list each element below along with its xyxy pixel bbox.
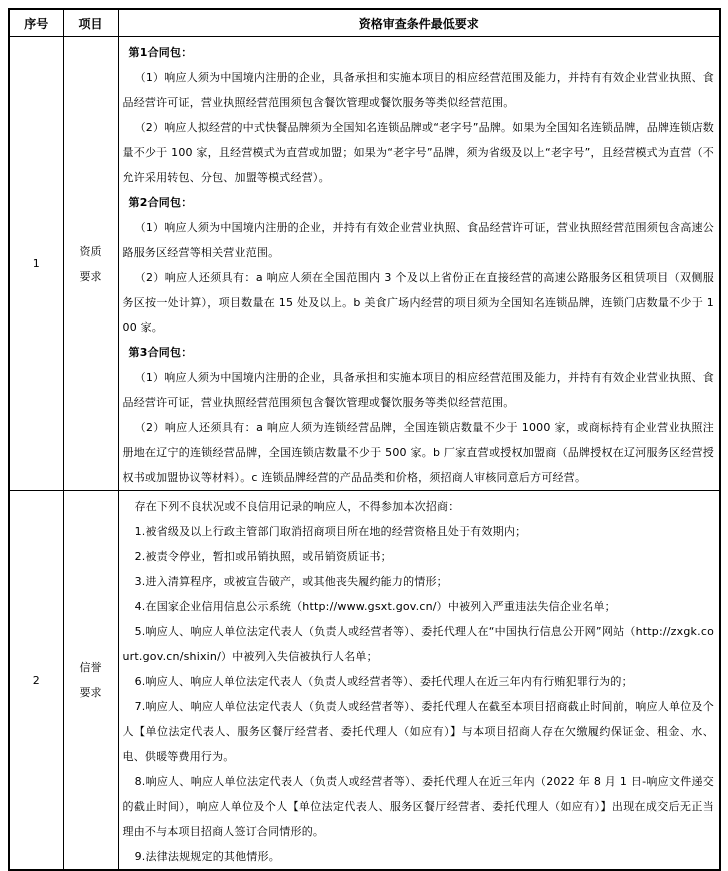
item-label: 信誉要求 <box>79 661 102 699</box>
table-row <box>9 491 720 871</box>
header-cell-requirements: 资格审查条件最低要求 <box>118 9 720 37</box>
table-row <box>9 37 720 491</box>
item-cell <box>63 37 118 491</box>
requirement-paragraph: 8.响应人、响应人单位法定代表人（负责人或经营者等）、委托代理人在近三年内（2022 年 8 月 1 日-响应文件递交的截止时间），响应人单位及个人【单位法定代表人、服务区餐厅经营者、委托代理人（如应有）】出现在成交后无正当理由不与本项目招商人签订合同情形的。 <box>122 775 714 838</box>
requirement-paragraph: （2）响应人拟经营的中式快餐品牌须为全国知名连锁品牌或“老字号”品牌。如果为全国知名连锁品牌，品牌连锁店数量不少于 100 家，且经营模式为直营或加盟；如果为“老字号”品牌，须为省级及以上“老字号”，且经营模式为直营（不允许采用转包、分包、加盟等模式经营）。 <box>122 121 714 184</box>
requirement-paragraph: 1.被省级及以上行政主管部门取消招商项目所在地的经营资格且处于有效期内； <box>134 525 527 538</box>
row-number-cell <box>9 491 63 871</box>
header-row <box>9 9 720 37</box>
row-number-cell <box>9 37 63 491</box>
row-number: 1 <box>32 257 40 270</box>
requirement-paragraph: 9.法律法规规定的其他情形。 <box>134 850 280 863</box>
requirements-cell <box>118 491 720 871</box>
qualification-requirements-table <box>8 8 721 871</box>
requirement-paragraph: （2）响应人还须具有：a 响应人须为连锁经营品牌，全国连锁店数量不少于 1000 家，或商标持有企业营业执照注册地在辽宁的连锁经营品牌，全国连锁店数量不少于 500 家。b 厂家直营或授权加盟商（品牌授权在辽河服务区经营授权书或加盟协议等材料）。c 连锁品牌经营的产品品类和价格，须招商人审核同意后方可经营。 <box>122 421 714 484</box>
requirement-paragraph: 5.响应人、响应人单位法定代表人（负责人或经营者等）、委托代理人在“中国执行信息公开网”网站（http://zxgk.court.gov.cn/shixin/）中被列入失信被执行人名单； <box>122 625 714 663</box>
header-cell-item: 项目 <box>63 9 118 37</box>
requirement-paragraph: 3.进入清算程序，或被宣告破产，或其他丧失履约能力的情形； <box>134 575 448 588</box>
requirement-paragraph: （1）响应人须为中国境内注册的企业，并持有有效企业营业执照、食品经营许可证，营业执照经营范围须包含高速公路服务区经营等相关营业范围。 <box>122 221 714 259</box>
requirement-paragraph: 4.在国家企业信用信息公示系统（http://www.gsxt.gov.cn/）中被列入严重违法失信企业名单； <box>134 600 616 613</box>
requirements-cell <box>118 37 720 491</box>
contract-package-heading: 第3合同包： <box>128 346 193 359</box>
row-number: 2 <box>32 673 40 687</box>
item-cell <box>63 491 118 871</box>
requirement-paragraph: 6.响应人、响应人单位法定代表人（负责人或经营者等）、委托代理人在近三年内有行贿犯罪行为的； <box>134 675 633 688</box>
requirement-paragraph: 7.响应人、响应人单位法定代表人（负责人或经营者等）、委托代理人在截至本项目招商截止时间前，响应人单位及个人【单位法定代表人、服务区餐厅经营者、委托代理人（如应有）】与本项目招商人存在欠缴履约保证金、租金、水、电、供暖等费用行为。 <box>122 700 714 763</box>
contract-package-heading: 第1合同包： <box>128 46 193 59</box>
item-label: 资质要求 <box>79 244 102 283</box>
requirement-paragraph: （1）响应人须为中国境内注册的企业，具备承担和实施本项目的相应经营范围及能力，并持有有效企业营业执照、食品经营许可证，营业执照经营范围须包含餐饮管理或餐饮服务等类似经营范围。 <box>122 371 714 409</box>
contract-package-heading: 第2合同包： <box>128 196 193 209</box>
header-cell-no: 序号 <box>9 9 63 37</box>
requirement-paragraph: （2）响应人还须具有：a 响应人须在全国范围内 3 个及以上省份正在直接经营的高速公路服务区租赁项目（双侧服务区按一处计算），项目数量在 15 处及以上。b 美食广场内经营的项目须为全国知名连锁品牌，连锁门店数量不少于 100 家。 <box>122 271 714 334</box>
requirement-paragraph: （1）响应人须为中国境内注册的企业，具备承担和实施本项目的相应经营范围及能力，并持有有效企业营业执照、食品经营许可证，营业执照经营范围须包含餐饮管理或餐饮服务等类似经营范围。 <box>122 71 714 109</box>
requirement-paragraph: 存在下列不良状况或不良信用记录的响应人，不得参加本次招商： <box>134 500 460 513</box>
requirement-paragraph: 2.被责令停业，暂扣或吊销执照，或吊销资质证书； <box>134 550 392 563</box>
